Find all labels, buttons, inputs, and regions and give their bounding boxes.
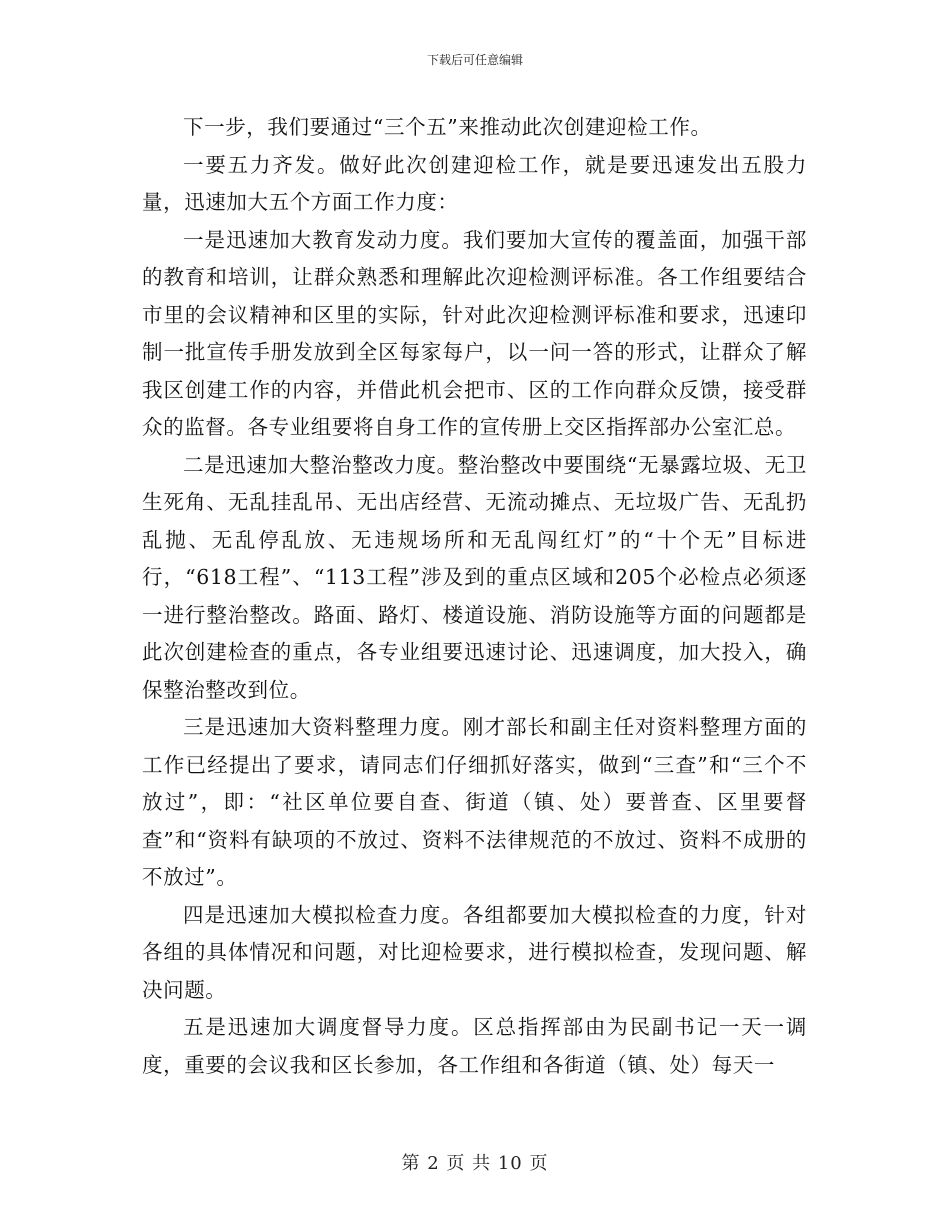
paragraph-inspection: 四是迅速加大模拟检查力度。各组都要加大模拟检查的力度，针对各组的具体情况和问题，对比迎检要求，进行模拟检查，发现问题、解决问题。	[142, 902, 807, 1002]
paragraph-education: 一是迅速加大教育发动力度。我们要加大宣传的覆盖面，加强干部的教育和培训，让群众熟悉和理解此次迎检测评标准。各工作组要结合市里的会议精神和区里的实际，针对此次迎检测评标准和要求，迅速印制一批宣传手册发放到全区每家每户，以一问一答的形式，让群众了解我区创建工作的内容，并借此机会把市、区的工作向群众反馈，接受群众的监督。各专业组要将自身工作的宣传册上交区指挥部办公室汇总。	[142, 227, 807, 439]
paragraph-five-forces: 一要五力齐发。做好此次创建迎检工作，就是要迅速发出五股力量，迅速加大五个方面工作力度：	[142, 152, 807, 214]
paragraph-documents: 三是迅速加大资料整理力度。刚才部长和副主任对资料整理方面的工作已经提出了要求，请同志们仔细抓好落实，做到“三查”和“三个不放过”，即：“社区单位要自查、街道（镇、处）要普查、区里要督查”和“资料有缺项的不放过、资料不法律规范的不放过、资料不成册的不放过”。	[142, 715, 807, 889]
paragraph-supervision: 五是迅速加大调度督导力度。区总指挥部由为民副书记一天一调度，重要的会议我和区长参加，各工作组和各街道（镇、处）每天一	[142, 1015, 807, 1077]
paragraph-intro: 下一步，我们要通过“三个五”来推动此次创建迎检工作。	[183, 115, 712, 139]
header-note: 下载后可任意编辑	[426, 53, 523, 67]
document-body	[142, 109, 807, 1084]
page-number: 第 2 页 共 10 页	[401, 1153, 549, 1174]
paragraph-rectification: 二是迅速加大整治整改力度。整治整改中要围绕“无暴露垃圾、无卫生死角、无乱挂乱吊、无出店经营、无流动摊点、无垃圾广告、无乱扔乱抛、无乱停乱放、无违规场所和无乱闯红灯”的“十个无”目标进行，“618工程”、“113工程”涉及到的重点区域和205个必检点必须逐一进行整治整改。路面、路灯、楼道设施、消防设施等方面的问题都是此次创建检查的重点，各专业组要迅速讨论、迅速调度，加大投入，确保整治整改到位。	[142, 452, 807, 702]
